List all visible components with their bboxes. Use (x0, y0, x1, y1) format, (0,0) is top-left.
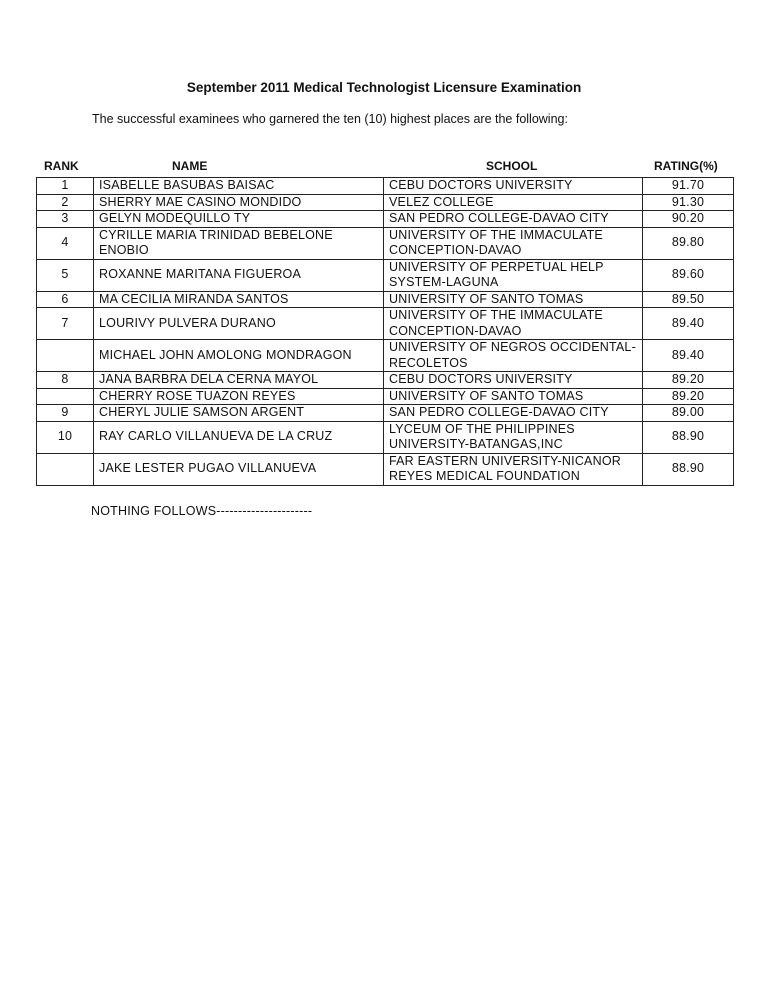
table-row (37, 194, 734, 211)
rating-cell: 89.20 (643, 372, 734, 389)
school-cell: SAN PEDRO COLLEGE-DAVAO CITY (384, 211, 643, 228)
rank-header: RANK (44, 159, 79, 173)
school-cell: UNIVERSITY OF PERPETUAL HELP SYSTEM-LAGUNA (384, 259, 643, 291)
rating-cell: 88.90 (643, 453, 734, 485)
rating-cell: 90.20 (643, 211, 734, 228)
name-cell: RAY CARLO VILLANUEVA DE LA CRUZ (94, 421, 384, 453)
school-cell: CEBU DOCTORS UNIVERSITY (384, 372, 643, 389)
table-row (37, 405, 734, 422)
rank-cell (37, 453, 94, 485)
rating-header: RATING(%) (654, 159, 718, 173)
table-row (37, 453, 734, 485)
name-cell: JAKE LESTER PUGAO VILLANUEVA (94, 453, 384, 485)
rank-cell: 5 (37, 259, 94, 291)
rating-cell: 89.00 (643, 405, 734, 422)
name-cell: ROXANNE MARITANA FIGUEROA (94, 259, 384, 291)
rating-cell: 91.70 (643, 178, 734, 195)
table-row (37, 308, 734, 340)
school-cell: FAR EASTERN UNIVERSITY-NICANOR REYES MEDICAL FOUNDATION (384, 453, 643, 485)
table-row (37, 259, 734, 291)
school-header: SCHOOL (486, 159, 538, 173)
rank-cell: 3 (37, 211, 94, 228)
school-cell: LYCEUM OF THE PHILIPPINES UNIVERSITY-BATANGAS,INC (384, 421, 643, 453)
rating-cell: 88.90 (643, 421, 734, 453)
school-cell: UNIVERSITY OF SANTO TOMAS (384, 291, 643, 308)
rating-cell: 89.50 (643, 291, 734, 308)
name-cell: MA CECILIA MIRANDA SANTOS (94, 291, 384, 308)
school-cell: UNIVERSITY OF THE IMMACULATE CONCEPTION-DAVAO (384, 227, 643, 259)
rank-cell: 2 (37, 194, 94, 211)
name-cell: CYRILLE MARIA TRINIDAD BEBELONE ENOBIO (94, 227, 384, 259)
school-cell: CEBU DOCTORS UNIVERSITY (384, 178, 643, 195)
nothing-follows-note: NOTHING FOLLOWS---------------------- (91, 504, 313, 518)
rank-cell (37, 340, 94, 372)
name-cell: CHERRY ROSE TUAZON REYES (94, 388, 384, 405)
page-title: September 2011 Medical Technologist Licensure Examination (186, 80, 582, 95)
school-cell: UNIVERSITY OF SANTO TOMAS (384, 388, 643, 405)
rating-cell: 89.60 (643, 259, 734, 291)
school-cell: UNIVERSITY OF THE IMMACULATE CONCEPTION-DAVAO (384, 308, 643, 340)
rank-cell: 4 (37, 227, 94, 259)
name-cell: LOURIVY PULVERA DURANO (94, 308, 384, 340)
table-row (37, 340, 734, 372)
rank-cell: 1 (37, 178, 94, 195)
name-cell: GELYN MODEQUILLO TY (94, 211, 384, 228)
column-headers (0, 159, 768, 175)
table-row (37, 388, 734, 405)
rank-cell: 7 (37, 308, 94, 340)
school-cell: VELEZ COLLEGE (384, 194, 643, 211)
rating-cell: 89.80 (643, 227, 734, 259)
rank-cell: 6 (37, 291, 94, 308)
rating-cell: 89.40 (643, 340, 734, 372)
table-row (37, 372, 734, 389)
table-row (37, 291, 734, 308)
name-cell: ISABELLE BASUBAS BAISAC (94, 178, 384, 195)
table-row (37, 211, 734, 228)
school-cell: SAN PEDRO COLLEGE-DAVAO CITY (384, 405, 643, 422)
table-row (37, 227, 734, 259)
rank-cell: 10 (37, 421, 94, 453)
name-header: NAME (172, 159, 208, 173)
name-cell: JANA BARBRA DELA CERNA MAYOL (94, 372, 384, 389)
name-cell: SHERRY MAE CASINO MONDIDO (94, 194, 384, 211)
rating-cell: 89.20 (643, 388, 734, 405)
rating-cell: 91.30 (643, 194, 734, 211)
results-table (36, 177, 734, 486)
table-row (37, 178, 734, 195)
school-cell: UNIVERSITY OF NEGROS OCCIDENTAL-RECOLETOS (384, 340, 643, 372)
rating-cell: 89.40 (643, 308, 734, 340)
intro-text: The successful examinees who garnered the ten (10) highest places are the following: (92, 112, 568, 126)
table-row (37, 421, 734, 453)
rank-cell (37, 388, 94, 405)
name-cell: CHERYL JULIE SAMSON ARGENT (94, 405, 384, 422)
rank-cell: 8 (37, 372, 94, 389)
name-cell: MICHAEL JOHN AMOLONG MONDRAGON (94, 340, 384, 372)
rank-cell: 9 (37, 405, 94, 422)
